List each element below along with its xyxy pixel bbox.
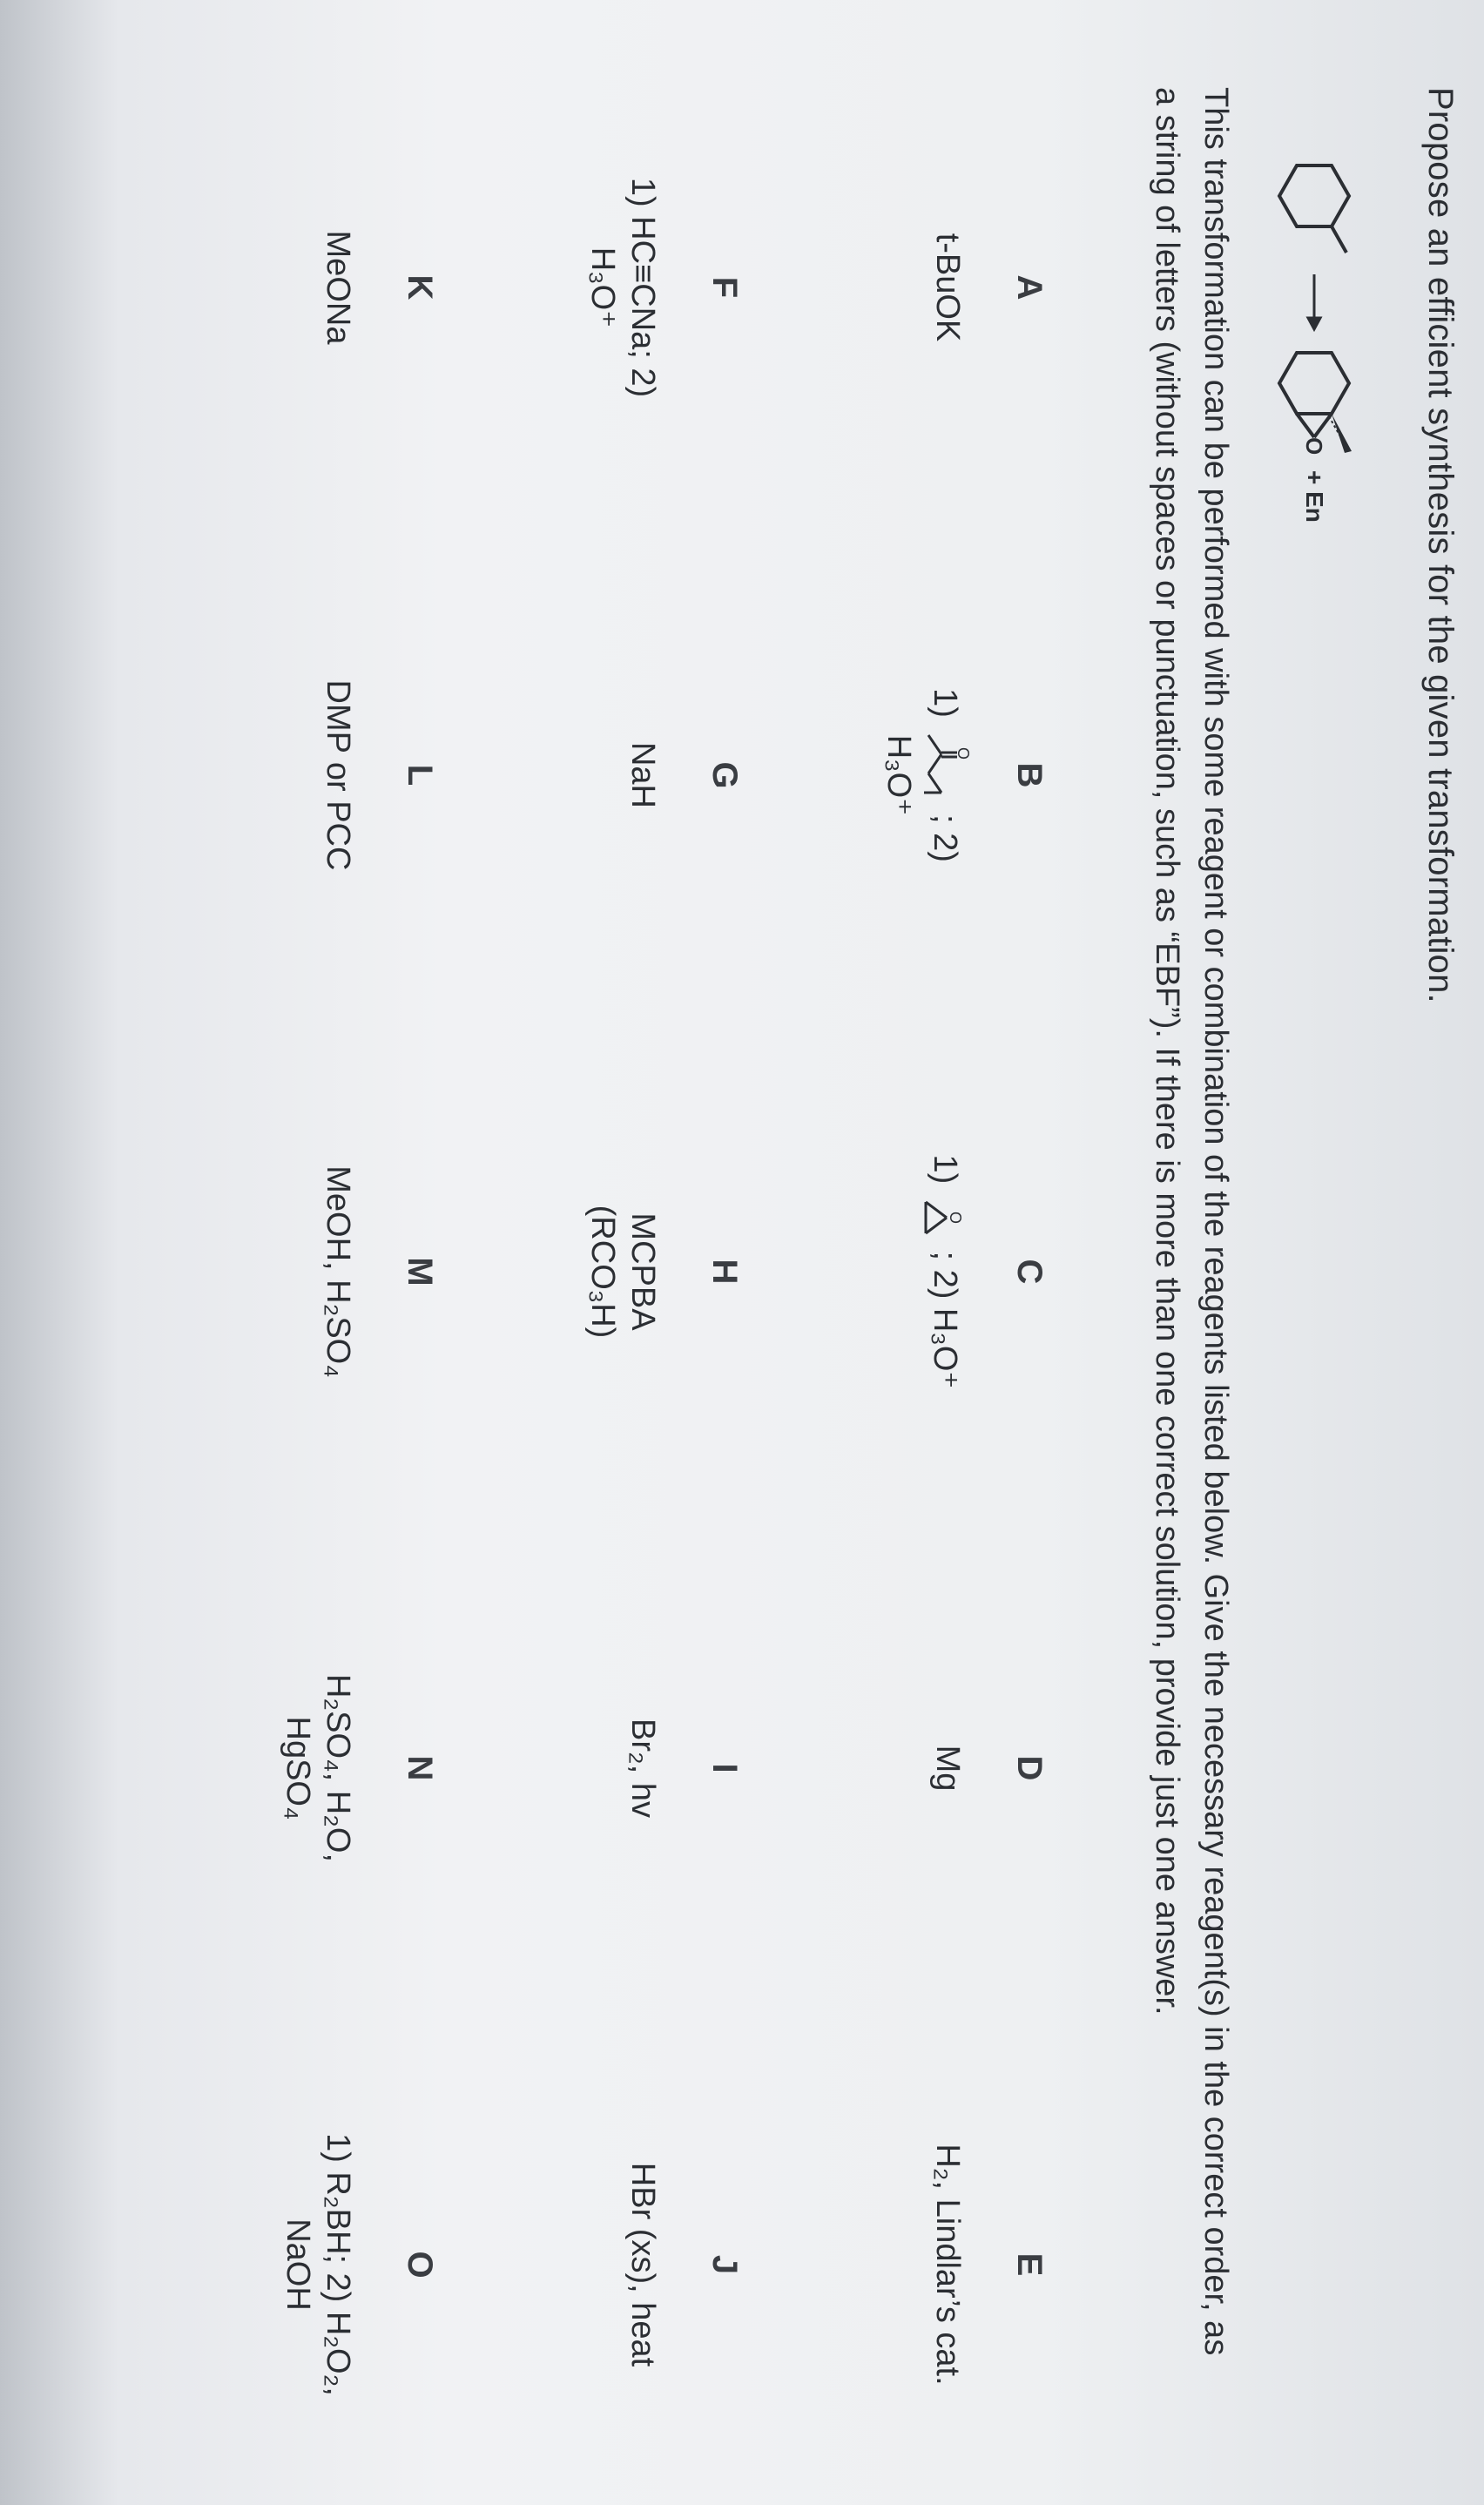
reagent-line-2: NaOH xyxy=(280,2218,316,2311)
svg-text:O: O xyxy=(954,747,972,760)
reagent-option-a[interactable] xyxy=(928,87,1049,488)
reagent-text xyxy=(879,575,972,976)
instructions-text xyxy=(1143,87,1240,2369)
reagent-option-d[interactable] xyxy=(928,1568,1049,1968)
option-letter: M xyxy=(401,1257,439,1286)
reagent-option-n[interactable] xyxy=(278,1568,439,1968)
option-letter: F xyxy=(705,276,744,299)
svg-text:O: O xyxy=(947,1211,964,1224)
reagent-line-2: H₃O⁺ xyxy=(880,734,917,816)
option-letter: A xyxy=(1010,274,1049,300)
reagent-text: H₂, Lindlar’s cat. xyxy=(929,2144,966,2386)
step-label: 1) xyxy=(926,688,963,718)
reagent-text xyxy=(919,1071,968,1472)
reagent-text xyxy=(583,87,663,488)
reagent-line-1: 1) R₂BH; 2) H₂O₂, xyxy=(320,2133,356,2396)
reaction-scheme xyxy=(1223,113,1414,723)
step-label: 1) xyxy=(926,1154,963,1185)
reagent-text xyxy=(278,2064,358,2465)
reaction-arrow-icon xyxy=(1308,274,1320,329)
option-letter: D xyxy=(1010,1755,1049,1781)
option-letter: K xyxy=(401,274,439,300)
reagent-option-j[interactable] xyxy=(623,2064,744,2465)
reagent-text: t-BuOK xyxy=(929,233,966,342)
reagent-text xyxy=(583,1071,663,1472)
option-letter: G xyxy=(705,761,744,789)
svg-text:O: O xyxy=(1301,437,1327,456)
reagent-line-1: H₂SO₄, H₂O, xyxy=(320,1673,356,1863)
option-letter: O xyxy=(401,2251,439,2279)
reagent-text: Br₂, hv xyxy=(624,1718,661,1818)
option-letter: B xyxy=(1010,762,1049,788)
reagent-line-2: H₃O⁺ xyxy=(584,246,621,328)
reagent-text: DMP or PCC xyxy=(320,679,356,871)
reagent-option-c[interactable] xyxy=(919,1071,1049,1472)
step-label: ; 2) xyxy=(926,814,963,862)
option-letter: L xyxy=(401,764,439,787)
reagent-option-l[interactable] xyxy=(318,575,439,976)
reagent-grid xyxy=(91,87,1049,2439)
starting-material-structure xyxy=(1279,165,1349,253)
option-letter: J xyxy=(705,2254,744,2275)
ethylene-oxide-icon xyxy=(919,1193,968,1242)
reagent-line-2: HgSO₄ xyxy=(280,1716,316,1820)
step-label: ; 2) H₃O⁺ xyxy=(926,1251,963,1389)
reagent-option-o[interactable] xyxy=(278,2064,439,2465)
option-letter: E xyxy=(1010,2252,1049,2277)
reagent-text: MeOH, H₂SO₄ xyxy=(320,1165,356,1378)
reagent-line-1: MCPBA xyxy=(624,1212,661,1331)
reagent-option-f[interactable] xyxy=(583,87,744,488)
reagent-line-1: 1) HC≡CNa; 2) xyxy=(624,177,661,398)
option-letter: I xyxy=(705,1763,744,1773)
reagent-text: HBr (xs), heat xyxy=(624,2162,661,2367)
reagent-option-g[interactable] xyxy=(623,575,744,976)
reagent-option-h[interactable] xyxy=(583,1071,744,1472)
reagent-text xyxy=(278,1568,358,1968)
reagent-option-e[interactable] xyxy=(928,2064,1049,2465)
reagent-option-k[interactable] xyxy=(318,87,439,488)
reagent-option-b[interactable] xyxy=(879,575,1049,976)
ketone-structure-icon xyxy=(919,726,972,805)
reagent-line-2: (RCO₃H) xyxy=(584,1205,621,1339)
question-title: Propose an efficient synthesis for the given transformation. xyxy=(1421,87,1460,1003)
instructions-paragraph: This transformation can be performed with some reagent or combination of the reagents listed below. Give the necessary reagent(s) in the correct order, as a string of letters (without spaces or punctuation, such as “EBF”). If there is more than one correct solution, provide just one answer. xyxy=(1149,87,1234,2356)
product-label: + En xyxy=(1301,470,1328,523)
reaction-diagram xyxy=(1223,113,1414,723)
reagent-option-m[interactable] xyxy=(318,1071,439,1472)
option-letter: C xyxy=(1010,1259,1049,1285)
option-letter: N xyxy=(401,1755,439,1781)
reagent-option-i[interactable] xyxy=(623,1568,744,1968)
reagent-text: MeONa xyxy=(320,230,356,345)
reagent-text: NaH xyxy=(624,741,661,809)
reagent-text: Mg xyxy=(929,1745,966,1792)
option-letter: H xyxy=(705,1259,744,1285)
